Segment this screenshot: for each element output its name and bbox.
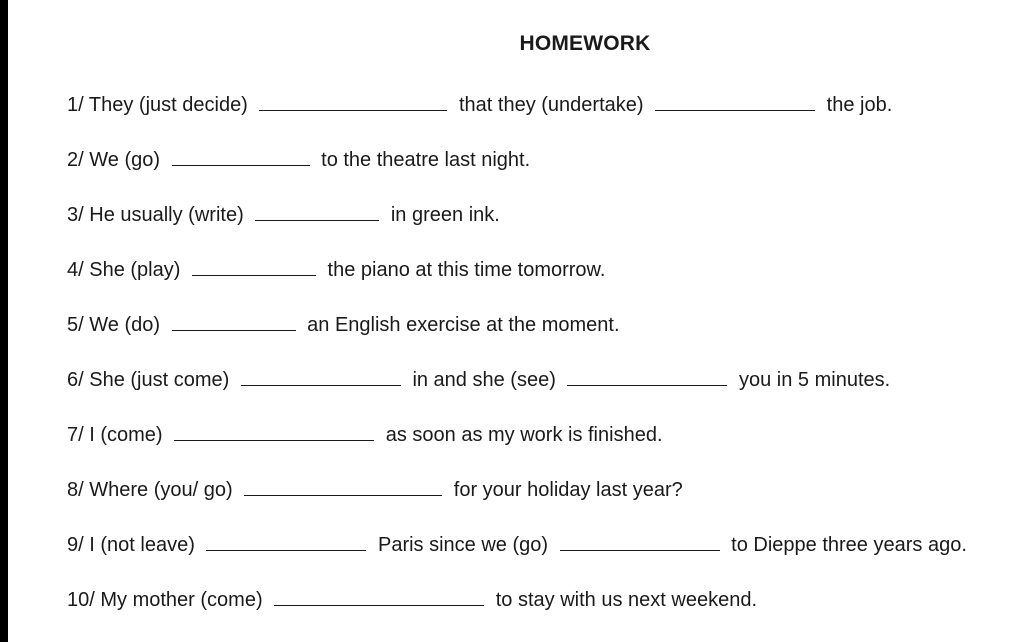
exercise-3: [67, 198, 500, 226]
answer-blank-4[interactable]: [192, 253, 316, 276]
page-title: HOMEWORK: [519, 32, 651, 55]
answer-blank-1a[interactable]: [259, 88, 447, 111]
exercise-number: 7/: [67, 424, 84, 446]
exercise-text: the job.: [826, 94, 893, 116]
exercise-text: in and she (see): [412, 369, 556, 391]
exercise-text: for your holiday last year?: [453, 479, 683, 501]
answer-blank-9b[interactable]: [560, 528, 720, 551]
exercise-text: We (go): [89, 149, 161, 171]
exercise-text: My mother (come): [100, 589, 263, 611]
exercise-1: [67, 88, 892, 116]
exercise-text: in green ink.: [390, 204, 500, 226]
exercise-text: Where (you/ go): [89, 479, 233, 501]
exercise-text: Paris since we (go): [377, 534, 549, 556]
exercise-number: 1/: [67, 94, 84, 116]
exercise-text: you in 5 minutes.: [738, 369, 891, 391]
answer-blank-1b[interactable]: [655, 88, 815, 111]
exercise-text: I (not leave): [89, 534, 195, 556]
exercise-text: He usually (write): [89, 204, 244, 226]
exercise-9: [67, 528, 967, 556]
exercise-2: [67, 143, 530, 171]
exercise-text: to stay with us next weekend.: [495, 589, 757, 611]
exercise-5: [67, 308, 620, 336]
exercise-text: that they (undertake): [458, 94, 644, 116]
answer-blank-2[interactable]: [172, 143, 310, 166]
answer-blank-6b[interactable]: [567, 363, 727, 386]
exercise-text: We (do): [89, 314, 161, 336]
exercise-8: [67, 473, 683, 501]
exercise-number: 5/: [67, 314, 84, 336]
answer-blank-8[interactable]: [244, 473, 442, 496]
answer-blank-10[interactable]: [274, 583, 484, 606]
exercise-text: to Dieppe three years ago.: [731, 534, 967, 556]
exercise-text: as soon as my work is finished.: [385, 424, 663, 446]
answer-blank-7[interactable]: [174, 418, 374, 441]
answer-blank-5[interactable]: [172, 308, 296, 331]
answer-blank-3[interactable]: [255, 198, 379, 221]
exercise-text: She (just come): [89, 369, 230, 391]
answer-blank-9a[interactable]: [206, 528, 366, 551]
exercise-7: [67, 418, 663, 446]
exercise-number: 8/: [67, 479, 84, 501]
answer-blank-6a[interactable]: [241, 363, 401, 386]
exercise-4: [67, 253, 605, 281]
exercise-text: the piano at this time tomorrow.: [327, 259, 606, 281]
exercise-text: They (just decide): [88, 94, 248, 116]
exercise-number: 3/: [67, 204, 84, 226]
exercise-text: I (come): [89, 424, 163, 446]
exercise-6: [67, 363, 890, 391]
exercise-text: to the theatre last night.: [321, 149, 531, 171]
exercise-text: She (play): [89, 259, 181, 281]
exercise-10: [67, 583, 757, 611]
exercise-number: 9/: [67, 534, 84, 556]
left-border: [0, 0, 8, 642]
exercise-number: 4/: [67, 259, 84, 281]
exercise-number: 6/: [67, 369, 84, 391]
exercise-number: 2/: [67, 149, 84, 171]
exercise-number: 10/: [67, 589, 95, 611]
exercise-text: an English exercise at the moment.: [307, 314, 620, 336]
